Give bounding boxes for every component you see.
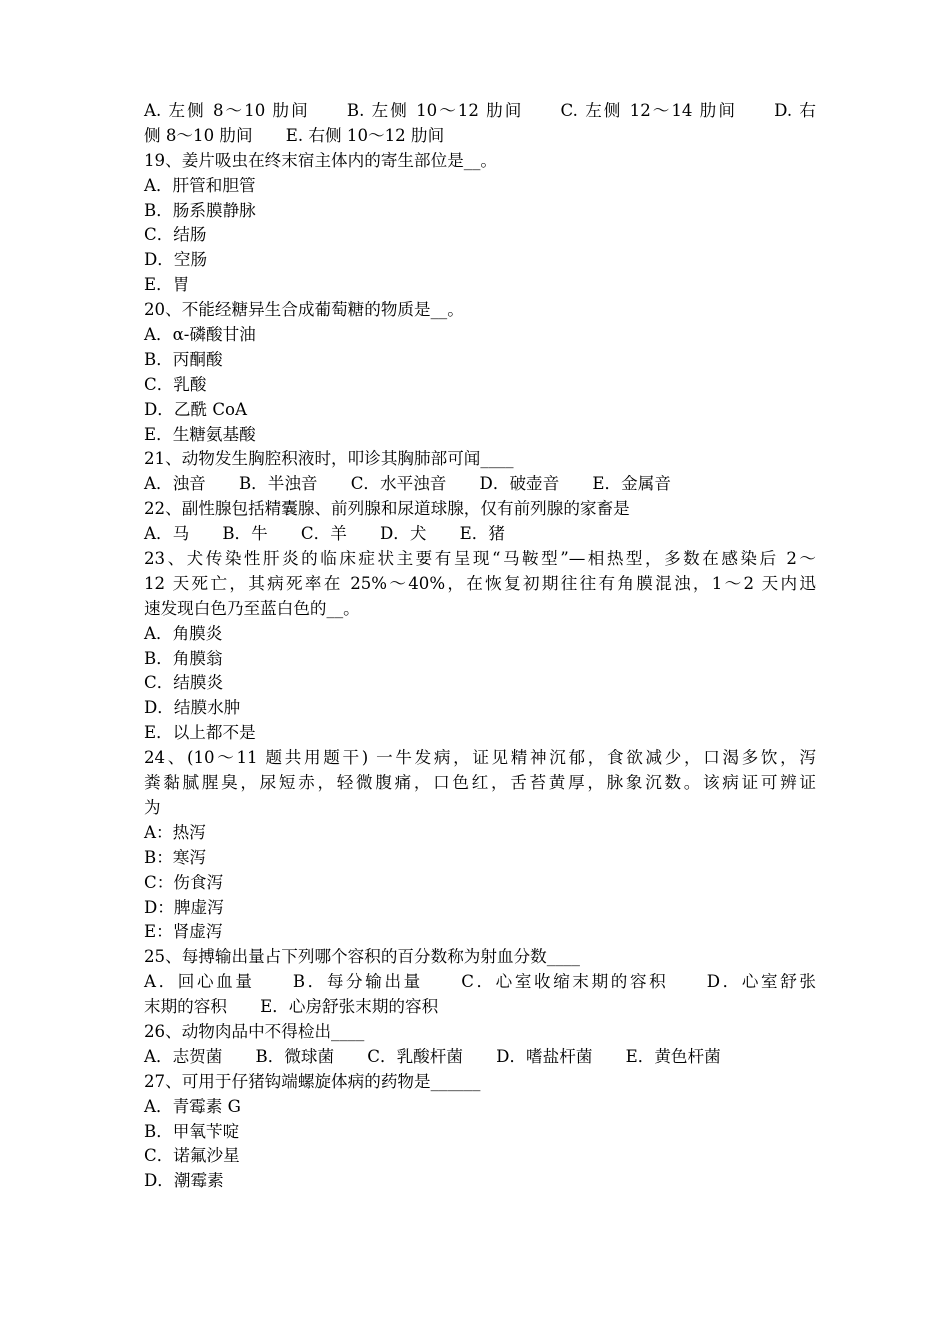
q24-option-b: B：寒泻 [144,847,206,867]
question-24-cont-2: 为 [144,797,161,817]
document-page [144,99,816,1194]
q23-option-e: E．以上都不是 [144,723,256,743]
q26-options: A．志贺菌 B．微球菌 C．乳酸杆菌 D．嗜盐杆菌 E．黄色杆菌 [144,1046,721,1066]
q20-option-a: A．α-磷酸甘油 [144,325,256,345]
question-20: 20、不能经糖异生合成葡萄糖的物质是__。 [144,300,464,320]
q24-option-a: A：热泻 [144,822,206,842]
question-23-cont-2: 速发现白色乃至蓝白色的__。 [144,598,360,618]
q25-options-cont: 末期的容积 E．心房舒张末期的容积 [144,997,439,1017]
question-19: 19、姜片吸虫在终末宿主体内的寄生部位是__。 [144,150,497,170]
q23-option-c: C．结膜炎 [144,673,224,693]
q22-options: A．马 B．牛 C．羊 D．犬 E．猪 [144,524,505,544]
q27-option-d: D．潮霉素 [144,1171,224,1191]
question-27: 27、可用于仔猪钩端螺旋体病的药物是______ [144,1071,481,1091]
question-23: 23、犬传染性肝炎的临床症状主要有呈现“马鞍型”—相热型，多数在感染后 2～ [144,549,816,569]
question-21: 21、动物发生胸腔积液时，叩诊其胸肺部可闻____ [144,449,514,469]
q20-option-d: D．乙酰 CoA [144,399,248,419]
q20-option-e: E．生糖氨基酸 [144,424,256,444]
answer-options-line-18: A. 左侧 8～10 肋间 B. 左侧 10～12 肋间 C. 左侧 12～14 肋间 D. 右 [144,101,816,120]
q27-option-b: B．甲氧苄啶 [144,1121,240,1141]
question-26: 26、动物肉品中不得检出____ [144,1021,365,1041]
q23-option-b: B．角膜翁 [144,648,223,668]
q19-option-c: C．结肠 [144,225,207,245]
q19-option-d: D．空肠 [144,250,208,270]
q21-options: A．浊音 B．半浊音 C．水平浊音 D．破壶音 E．金属音 [144,474,671,494]
question-22: 22、副性腺包括精囊腺、前列腺和尿道球腺，仅有前列腺的家畜是 [144,499,630,519]
q20-option-c: C．乳酸 [144,374,207,394]
question-24-cont-1: 粪黏腻腥臭，尿短赤，轻微腹痛，口色红，舌苔黄厚，脉象沉数。该病证可辨证 [144,773,816,793]
q24-option-d: D：脾虚泻 [144,897,224,917]
q24-option-e: E：肾虚泻 [144,922,223,942]
question-23-cont-1: 12 天死亡，其病死率在 25%～40%，在恢复初期往往有角膜混浊，1～2 天内迅 [144,573,816,593]
q27-option-c: C．诺氟沙星 [144,1146,240,1166]
q25-options: A．回心血量 B．每分输出量 C．心室收缩末期的容积 D．心室舒张 [144,972,816,992]
q24-option-c: C：伤食泻 [144,872,224,892]
q19-option-e: E．胃 [144,275,190,295]
q27-option-a: A．青霉素 G [144,1096,241,1116]
question-24: 24、(10～11 题共用题干) 一牛发病，证见精神沉郁，食欲减少，口渴多饮，泻 [144,748,816,768]
q19-option-b: B．肠系膜静脉 [144,200,256,220]
q23-option-d: D．结膜水肿 [144,698,241,718]
q23-option-a: A．角膜炎 [144,623,223,643]
question-25: 25、每搏输出量占下列哪个容积的百分数称为射血分数____ [144,947,580,967]
answer-options-line-18-cont: 侧 8～10 肋间 E. 右侧 10～12 肋间 [144,125,445,145]
q20-option-b: B．丙酮酸 [144,349,223,369]
q19-option-a: A．肝管和胆管 [144,175,256,195]
